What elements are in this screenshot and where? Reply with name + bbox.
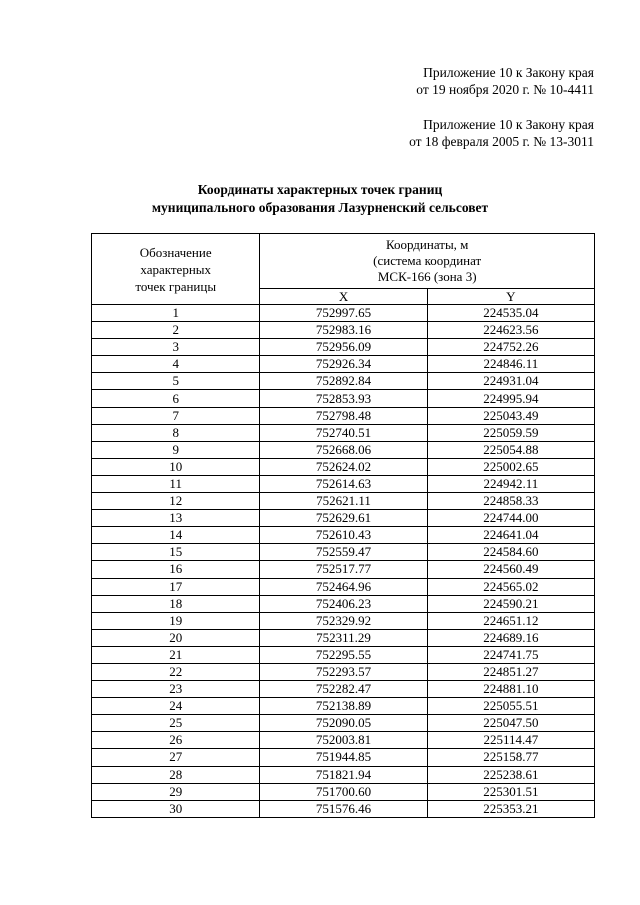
header-coord-line: МСК-166 (зона 3) (377, 268, 477, 284)
coord-y: 224535.04 (427, 305, 594, 322)
coord-y: 224942.11 (427, 475, 594, 492)
header-y: Y (427, 288, 594, 304)
coord-x: 752311.29 (260, 629, 427, 646)
point-number: 7 (92, 407, 260, 424)
appendix-date-line: от 18 февраля 2005 г. № 13-3011 (409, 134, 594, 149)
table-row (92, 800, 595, 817)
table-row (92, 783, 595, 800)
coord-y: 224931.04 (427, 373, 594, 390)
point-number: 14 (92, 527, 260, 544)
coord-y: 225047.50 (427, 715, 594, 732)
coord-x: 751576.46 (260, 800, 427, 817)
table-row (92, 766, 595, 783)
coord-y: 225353.21 (427, 800, 594, 817)
coord-x: 752295.55 (260, 646, 427, 663)
coord-x: 752668.06 (260, 441, 427, 458)
point-number: 25 (92, 715, 260, 732)
coord-y: 224584.60 (427, 544, 594, 561)
coord-x: 752624.02 (260, 458, 427, 475)
table-row (92, 629, 595, 646)
coord-x: 752517.77 (260, 561, 427, 578)
table-row (92, 510, 595, 527)
header-label-line: характерных (140, 261, 212, 277)
table-row (92, 732, 595, 749)
table-row (92, 458, 595, 475)
coord-y: 224641.04 (427, 527, 594, 544)
point-number: 16 (92, 561, 260, 578)
point-number: 30 (92, 800, 260, 817)
title-line-1: Координаты характерных точек границ (197, 182, 443, 197)
table-row (92, 749, 595, 766)
coord-x: 752610.43 (260, 527, 427, 544)
table-row (92, 698, 595, 715)
table-row (92, 373, 595, 390)
coord-x: 752853.93 (260, 390, 427, 407)
coord-y: 225301.51 (427, 783, 594, 800)
header-coord-line: (система координат (373, 252, 482, 268)
point-number: 13 (92, 510, 260, 527)
coord-x: 752090.05 (260, 715, 427, 732)
coord-x: 752983.16 (260, 322, 427, 339)
coord-x: 752138.89 (260, 698, 427, 715)
point-number: 6 (92, 390, 260, 407)
coord-y: 225043.49 (427, 407, 594, 424)
coord-y: 224565.02 (427, 578, 594, 595)
coord-y: 224752.26 (427, 339, 594, 356)
coord-x: 752282.47 (260, 681, 427, 698)
header-x: X (260, 288, 427, 304)
appendix-line: Приложение 10 к Закону края (423, 65, 594, 80)
coord-x: 752559.47 (260, 544, 427, 561)
point-number: 2 (92, 322, 260, 339)
header-point-label (92, 234, 260, 305)
table-row (92, 339, 595, 356)
coord-y: 224560.49 (427, 561, 594, 578)
point-number: 23 (92, 681, 260, 698)
coord-y: 225054.88 (427, 441, 594, 458)
table-row (92, 322, 595, 339)
coord-x: 751700.60 (260, 783, 427, 800)
coord-y: 225238.61 (427, 766, 594, 783)
point-number: 12 (92, 493, 260, 510)
table-row (92, 715, 595, 732)
coord-y: 224995.94 (427, 390, 594, 407)
table-row (92, 595, 595, 612)
coord-y: 225158.77 (427, 749, 594, 766)
coord-x: 752614.63 (260, 475, 427, 492)
point-number: 1 (92, 305, 260, 322)
coord-x: 752621.11 (260, 493, 427, 510)
table-row (92, 561, 595, 578)
header-label-line: Обозначение (139, 244, 212, 260)
coord-y: 224623.56 (427, 322, 594, 339)
point-number: 29 (92, 783, 260, 800)
point-number: 26 (92, 732, 260, 749)
point-number: 21 (92, 646, 260, 663)
coord-y: 224590.21 (427, 595, 594, 612)
title-line-2: муниципального образования Лазурненский сельсовет (151, 200, 489, 215)
point-number: 4 (92, 356, 260, 373)
point-number: 5 (92, 373, 260, 390)
table-row (92, 646, 595, 663)
table-row (92, 681, 595, 698)
point-number: 8 (92, 424, 260, 441)
coord-y: 224846.11 (427, 356, 594, 373)
point-number: 20 (92, 629, 260, 646)
point-number: 17 (92, 578, 260, 595)
appendix-date-line: от 19 ноября 2020 г. № 10-4411 (416, 82, 594, 97)
coord-x: 752892.84 (260, 373, 427, 390)
point-number: 3 (92, 339, 260, 356)
coord-y: 225055.51 (427, 698, 594, 715)
table-row (92, 407, 595, 424)
header-label-line: точек границы (135, 278, 217, 294)
coord-y: 224881.10 (427, 681, 594, 698)
table-row (92, 475, 595, 492)
table-row (92, 356, 595, 373)
coord-x: 752997.65 (260, 305, 427, 322)
coord-y: 225002.65 (427, 458, 594, 475)
table-row (92, 390, 595, 407)
point-number: 15 (92, 544, 260, 561)
coord-x: 752464.96 (260, 578, 427, 595)
point-number: 9 (92, 441, 260, 458)
coord-x: 752629.61 (260, 510, 427, 527)
appendix-line: Приложение 10 к Закону края (423, 117, 594, 132)
coord-y: 224651.12 (427, 612, 594, 629)
appendix-reference-original (409, 116, 594, 150)
coord-x: 752406.23 (260, 595, 427, 612)
coord-y: 224851.27 (427, 663, 594, 680)
point-number: 28 (92, 766, 260, 783)
table-row (92, 578, 595, 595)
coord-y: 224858.33 (427, 493, 594, 510)
coord-y: 225059.59 (427, 424, 594, 441)
table-row (92, 612, 595, 629)
header-coord-line: Координаты, м (385, 236, 469, 252)
coord-y: 224741.75 (427, 646, 594, 663)
table-row (92, 544, 595, 561)
coord-x: 752293.57 (260, 663, 427, 680)
coordinates-table (91, 233, 595, 818)
point-number: 22 (92, 663, 260, 680)
document-title (0, 181, 640, 217)
table-row (92, 663, 595, 680)
table-row (92, 424, 595, 441)
point-number: 10 (92, 458, 260, 475)
coord-x: 752798.48 (260, 407, 427, 424)
table-row (92, 305, 595, 322)
point-number: 24 (92, 698, 260, 715)
appendix-reference-current (416, 64, 594, 98)
point-number: 11 (92, 475, 260, 492)
table-row (92, 527, 595, 544)
point-number: 19 (92, 612, 260, 629)
coord-x: 752003.81 (260, 732, 427, 749)
coord-x: 752926.34 (260, 356, 427, 373)
coordinates-body (92, 305, 595, 818)
coord-y: 224744.00 (427, 510, 594, 527)
coord-x: 752740.51 (260, 424, 427, 441)
point-number: 27 (92, 749, 260, 766)
point-number: 18 (92, 595, 260, 612)
coord-x: 751821.94 (260, 766, 427, 783)
coord-x: 752329.92 (260, 612, 427, 629)
coord-x: 752956.09 (260, 339, 427, 356)
coord-y: 225114.47 (427, 732, 594, 749)
table-row (92, 441, 595, 458)
table-row (92, 493, 595, 510)
header-coordinates (260, 234, 595, 289)
coord-x: 751944.85 (260, 749, 427, 766)
coord-y: 224689.16 (427, 629, 594, 646)
